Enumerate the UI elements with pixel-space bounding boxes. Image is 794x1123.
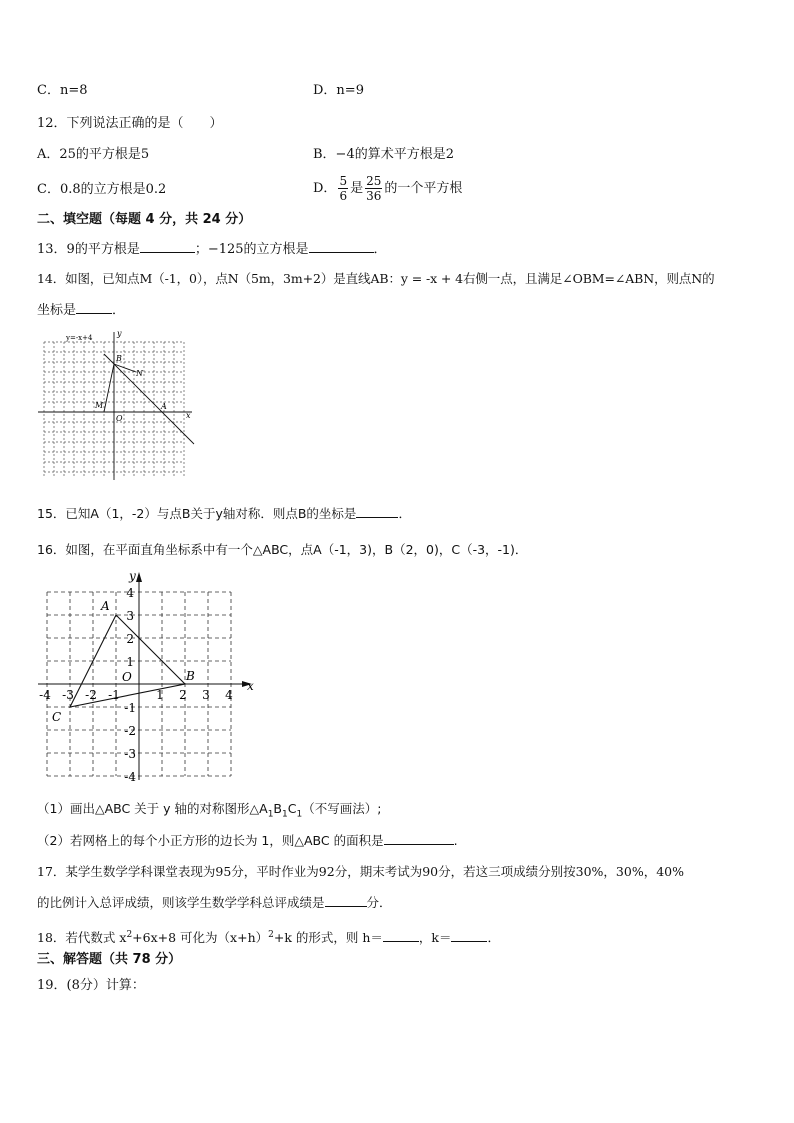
- q15: [37, 505, 411, 523]
- q12-option-d-mid: 是: [350, 181, 364, 196]
- y-tick-label: 4: [126, 586, 134, 600]
- q16-sub-1-c: C: [287, 801, 297, 816]
- q12-stem: 12．下列说法正确的是（ ）: [37, 116, 223, 131]
- q12-option-d-suffix: 的一个平方根: [384, 181, 463, 196]
- q18-prefix: 18．若代数式 x: [37, 930, 127, 946]
- subscript: 1: [282, 809, 288, 820]
- q16-sub-1-b: B: [273, 801, 282, 816]
- x-tick-label: -4: [39, 688, 51, 702]
- x-tick-label: -1: [108, 688, 120, 702]
- y-tick-label: 2: [126, 632, 134, 646]
- answer-blank[interactable]: [383, 929, 419, 942]
- q14-figure: [36, 326, 198, 486]
- q16-sub-2-text: （2）若网格上的每个小正方形的边长为 1，则△ABC 的面积是: [37, 833, 384, 848]
- q18-mid-3: ，k＝: [418, 930, 452, 946]
- q16-origin-label: O: [122, 670, 132, 684]
- q14-line-2-prefix: 坐标是: [37, 303, 77, 318]
- q18: [37, 926, 500, 947]
- q12-option-a: A．25的平方根是5: [37, 147, 150, 162]
- q12-option-c: C．0.8的立方根是0.2: [37, 182, 167, 197]
- answer-blank[interactable]: [76, 301, 112, 314]
- q16-x-tick-labels: [39, 688, 233, 702]
- answer-blank[interactable]: [384, 832, 454, 845]
- answer-blank[interactable]: [309, 240, 374, 253]
- q14-point-n-label: N: [136, 369, 143, 378]
- fraction-numerator: 25: [366, 174, 382, 188]
- answer-blank[interactable]: [356, 505, 398, 518]
- q14-point-a-label: A: [161, 402, 167, 411]
- q16-sub-2: [37, 832, 458, 850]
- y-tick-label: 3: [126, 609, 134, 623]
- q18-mid-2: +k 的形式，则 h＝: [273, 930, 383, 946]
- x-tick-label: -3: [62, 688, 74, 702]
- q14-point-m-label: M: [95, 401, 104, 410]
- q17-line-1: 17．某学生数学学科课堂表现为95分，平时作业为92分，期末考试为90分，若这三项成绩分别按30%，30%，40%: [37, 864, 684, 879]
- q17-line-2-suffix: 分．: [366, 895, 392, 910]
- fraction-denominator: 36: [366, 189, 382, 203]
- q14-line-equation-label: y=-x+4: [66, 334, 93, 342]
- x-tick-label: 1: [156, 688, 164, 702]
- q14-line-2-suffix: ．: [112, 303, 126, 318]
- x-tick-label: 2: [179, 688, 187, 702]
- fraction-25-36: [365, 174, 382, 203]
- q14-line-1: 14．如图，已知点M（-1，0），点N（5m，3m+2）是直线AB：y = -x + 4右侧一点，且满足∠OBM=∠ABN，则点N的: [37, 271, 715, 286]
- q15-suffix: ．: [398, 506, 411, 521]
- q12-option-d: [313, 172, 462, 206]
- q14-line-ab: [104, 354, 194, 444]
- q16-figure: [30, 566, 265, 782]
- subscript: 1: [296, 809, 303, 820]
- q16-sub-2-suffix: .: [453, 833, 458, 848]
- q14-segment-mb: [104, 364, 114, 412]
- y-tick-label: -4: [124, 770, 136, 782]
- subscript: 1: [267, 809, 274, 820]
- q13-text-2: ；−125的立方根是: [194, 242, 309, 257]
- q17-line-2: [37, 894, 392, 912]
- y-tick-label: -3: [124, 747, 136, 761]
- q16-point-c-label: C: [52, 710, 62, 724]
- q13: [37, 240, 387, 259]
- superscript: 2: [268, 930, 274, 940]
- y-tick-label: -2: [124, 724, 136, 738]
- y-tick-label: -1: [124, 701, 136, 715]
- q12-option-d-prefix: D．: [313, 181, 337, 196]
- q14-point-b-label: B: [116, 354, 122, 363]
- fraction-denominator: 6: [339, 189, 348, 203]
- q15-text: 15．已知A（1，-2）与点B关于y轴对称．则点B的坐标是: [37, 506, 357, 521]
- q16-point-a-label: A: [101, 599, 110, 613]
- superscript: 2: [126, 930, 133, 940]
- q19: 19．(8分）计算：: [37, 978, 145, 993]
- section-3-title: 三、解答题（共 78 分）: [37, 952, 182, 967]
- answer-blank[interactable]: [325, 894, 367, 907]
- answer-blank[interactable]: [451, 929, 487, 942]
- x-tick-label: 3: [202, 688, 210, 702]
- q13-text-1: 13．9的平方根是: [37, 242, 140, 257]
- q17-line-2-text: 的比例计入总评成绩，则该学生数学学科总评成绩是: [37, 895, 325, 910]
- q11-option-d: D．n=9: [313, 83, 364, 98]
- section-2-title: 二、填空题（每题 4 分，共 24 分）: [37, 212, 252, 227]
- q18-suffix: ．: [487, 930, 500, 946]
- q16-sub-1-prefix: （1）画出△ABC 关于 y 轴的对称图形△A: [37, 801, 268, 816]
- q14-y-label: y: [117, 329, 122, 338]
- fraction-5-6: [338, 174, 348, 203]
- x-tick-label: 4: [225, 688, 233, 702]
- q14-segment-bn: [114, 364, 136, 372]
- q16-y-label: y: [129, 569, 136, 583]
- q12-option-b: B．−4的算术平方根是2: [313, 147, 454, 162]
- x-tick-label: -2: [85, 688, 97, 702]
- q16-x-label: x: [247, 679, 254, 693]
- q14-line-2: [37, 301, 125, 320]
- q16-y-axis-arrow: [136, 572, 142, 582]
- q11-option-c: C．n=8: [37, 83, 88, 98]
- q14-x-label: x: [186, 411, 191, 420]
- q16-sub-1: [37, 800, 381, 824]
- fraction-numerator: 5: [339, 174, 348, 188]
- answer-blank[interactable]: [140, 240, 195, 253]
- q13-text-3: ．: [373, 242, 387, 257]
- q16-point-b-label: B: [186, 669, 195, 683]
- y-tick-label: 1: [126, 655, 134, 669]
- q16-sub-1-suffix: （不写画法）;: [302, 801, 382, 816]
- q14-origin-label: O: [116, 414, 123, 423]
- q18-mid: +6x+8 可化为（x+h）: [132, 930, 269, 946]
- q16-stem: 16．如图，在平面直角坐标系中有一个△ABC，点A（-1，3)，B（2，0)，C（-3，-1)．: [37, 542, 528, 557]
